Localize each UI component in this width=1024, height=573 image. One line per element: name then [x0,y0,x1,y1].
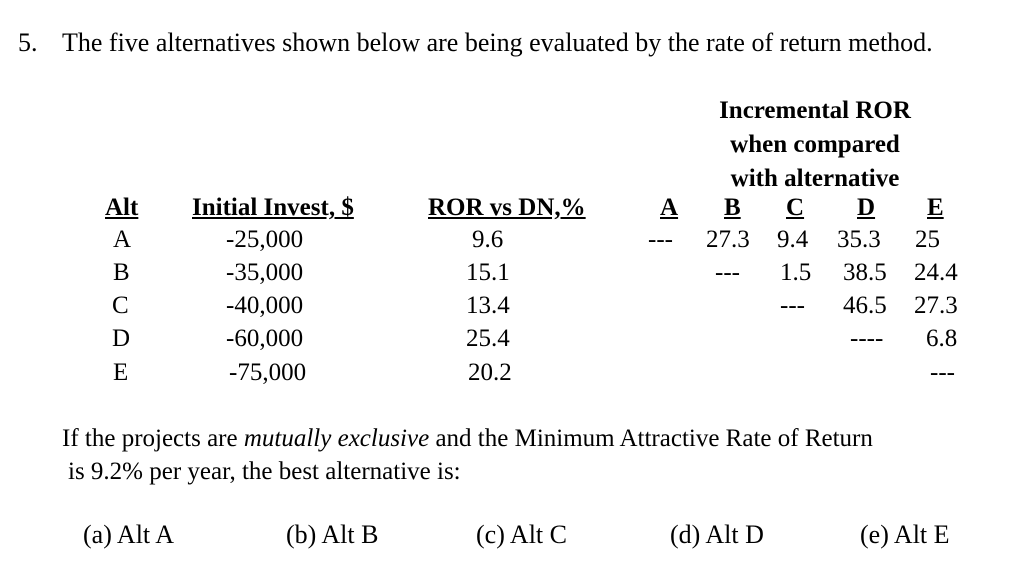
question-text: The five alternatives shown below are being evaluated by the rate of return method. [62,28,933,57]
option-e: (e) Alt E [860,520,950,549]
col-header-compare-b: B [724,194,741,221]
table-cell-ror: 9.6 [472,226,504,253]
table-cell-invest: -40,000 [226,292,304,319]
incremental-header-line-3: with alternative [730,165,900,192]
table-cell-inc-c: --- [780,292,805,319]
table-cell-inc-c: 1.5 [780,259,812,286]
table-cell-invest: -25,000 [226,226,304,253]
table-cell-alt: A [113,226,132,253]
table-cell-inc-a: --- [648,226,673,253]
table-cell-inc-d: 35.3 [837,226,881,253]
statement-part-2: and the Minimum Attractive Rate of Return [429,425,873,452]
question-number: 5. [18,28,38,57]
option-c: (c) Alt C [476,520,567,549]
incremental-ror-header [690,94,940,196]
table-cell-alt: B [113,259,130,286]
statement-part-1: If the projects are [62,425,244,452]
col-header-initial-invest: Initial Invest, $ [192,194,354,221]
table-cell-inc-e: 6.8 [926,325,958,352]
col-header-compare-e: E [927,194,944,221]
table-cell-invest: -75,000 [229,359,307,386]
table-cell-ror: 25.4 [466,325,510,352]
table-cell-alt: C [112,292,129,319]
table-cell-inc-c: 9.4 [777,226,809,253]
option-d: (d) Alt D [670,520,764,549]
table-cell-inc-e: 25 [915,226,940,253]
col-header-compare-c: C [786,194,805,221]
table-cell-inc-e: 27.3 [914,292,958,319]
table-cell-ror: 13.4 [466,292,510,319]
col-header-compare-d: D [857,194,876,221]
col-header-alt: Alt [105,194,139,221]
table-cell-inc-d: 46.5 [843,292,887,319]
table-cell-inc-d: 38.5 [843,259,887,286]
col-header-ror-vs-dn: ROR vs DN,% [428,194,586,221]
option-b: (b) Alt B [286,520,379,549]
table-cell-inc-e: --- [930,359,955,386]
table-cell-invest: -35,000 [226,259,304,286]
table-cell-invest: -60,000 [226,325,304,352]
incremental-header-line-1: Incremental ROR [719,97,911,124]
statement-line-2: is 9.2% per year, the best alternative is: [68,458,461,485]
table-cell-ror: 20.2 [468,359,512,386]
option-a: (a) Alt A [83,520,174,549]
statement-line-1 [62,426,873,451]
table-cell-alt: E [113,359,129,386]
table-cell-alt: D [112,325,131,352]
incremental-header-line-2: when compared [730,131,900,158]
table-cell-inc-e: 24.4 [914,259,958,286]
table-cell-inc-b: --- [715,259,740,286]
statement-emphasis: mutually exclusive [243,425,430,452]
col-header-compare-a: A [660,194,679,221]
table-cell-ror: 15.1 [466,259,510,286]
table-cell-inc-b: 27.3 [706,226,750,253]
table-cell-inc-d: ---- [850,325,884,352]
